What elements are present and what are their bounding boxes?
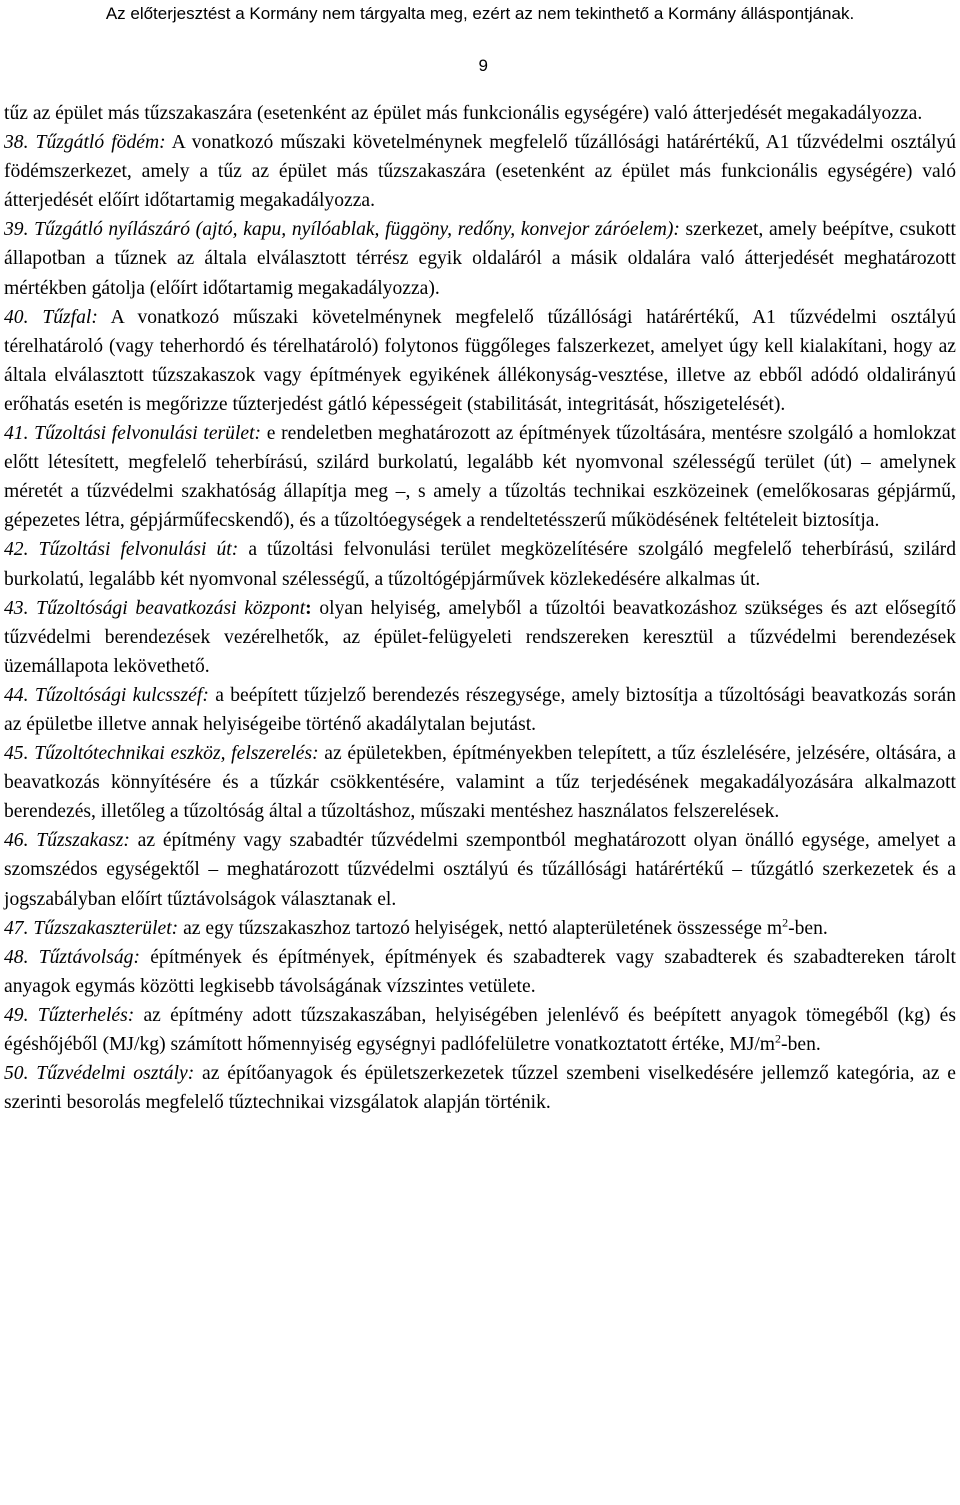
definition-term: Tűzszakasz: xyxy=(28,830,130,852)
definition-text: az építőanyagok és épületszerkezetek tűzzel szembeni viselkedésére jellemző kategória, az e szerinti besorolás megfelelő tűztechnikai vizsgálatok alapján történik. xyxy=(4,1063,956,1114)
definition-number: 47. xyxy=(4,917,29,939)
definition-text: A vonatkozó műszaki követelménynek megfelelő tűzállósági határértékű, A1 tűzvédelmi osztályú födémszerkezet, amely a tűz az épület más tűzszakaszára (esetenként az épület más funkcionális egységére) való átterjedését előírt időtartamig megakadályozza. xyxy=(4,132,956,212)
definition-term: Tűzgátló födém: xyxy=(28,132,166,154)
definition-text: A vonatkozó műszaki követelménynek megfelelő tűzállósági határértékű, A1 tűzvédelmi osztályú térelhatároló (vagy teherhordó és térelhatároló) folytonos függőleges falszerkezet, amelyet úgy kell kialakítani, hogy az általa elválasztott tűzszakaszok vagy építmények egyikének állékonyság-vesztése, illetve az ebből adódó oldalirányú erőhatás esetén is megőrizze tűzterjedést gátló képességeit (stabilitását, integritását, hőszigetelését). xyxy=(4,306,956,415)
definition-40 xyxy=(4,303,956,419)
definition-number: 43. xyxy=(4,597,29,619)
definition-tail: -ben. xyxy=(781,1034,821,1055)
definition-number: 38. xyxy=(4,132,29,154)
definition-50 xyxy=(4,1059,956,1117)
definition-text: a beépített tűzjelző berendezés részegysége, amely biztosítja a tűzoltósági beavatkozás során az épületbe illetve annak helyiségeibe történő akadálytalan bejutást. xyxy=(4,684,957,735)
definition-term: Tűztávolság: xyxy=(28,946,140,968)
definition-number: 49. xyxy=(4,1004,29,1026)
definition-number: 44. xyxy=(4,684,29,706)
definition-47 xyxy=(4,914,956,943)
definition-text: az épületekben, építményekben telepített, a tűz észlelésére, jelzésére, oltására, a beavatkozás könnyítésére és a tűzkár csökkentésére, valamint a tűz terjedésének megakadályozására alkalmazott berendezés, illetőleg a tűzoltóság által a tűzoltáshoz, műszaki mentéshez használatos felszerelések. xyxy=(4,743,956,823)
definition-text: e rendeletben meghatározott az építmények tűzoltására, mentésre szolgáló a homlokzat előtt létesített, megfelelő teherbírású, szilárd burkolatú, legalább két nyomvonal szélességű terület (út) – amelynek méretét a tűzvédelmi szakhatóság állapítja meg –, s amely a tűzoltás technikai eszközeinek (emelőkosaras gépjármű, gépezetes létra, gépjárműfecskendő), és a tűzoltóegységek a rendeltetésszerű működésének feltételeit biztosítja. xyxy=(4,423,956,532)
definition-number: 46. xyxy=(4,830,29,852)
definition-colon: : xyxy=(305,597,312,619)
definition-number: 48. xyxy=(4,946,29,968)
definition-term: Tűzoltási felvonulási út: xyxy=(28,539,239,561)
definition-term: Tűzszakaszterület: xyxy=(28,917,179,939)
definition-number: 45. xyxy=(4,743,29,765)
definition-term: Tűzterhelés: xyxy=(28,1004,135,1026)
definition-number: 42. xyxy=(4,539,29,561)
definition-term: Tűzoltótechnikai eszköz, felszerelés: xyxy=(28,743,319,765)
page-number: 9 xyxy=(478,56,488,75)
definition-number: 39. xyxy=(4,219,29,241)
definition-text: építmények és építmények, építmények és szabadterek vagy szabadterek és szabadtereken tárolt anyagok egymás közötti legkisebb távolságának vízszintes vetülete. xyxy=(4,946,957,997)
document-body xyxy=(4,99,956,1117)
definition-text: az építmény vagy szabadtér tűzvédelmi szempontból meghatározott olyan önálló egysége, amelyet a szomszédos egységektől – meghatározott tűzvédelmi osztályú és tűzállósági határértékű – tűzgátló szerkezetek és a jogszabályban előírt tűztávolságok választanak el. xyxy=(4,830,956,910)
definition-text: az építmény adott tűzszakaszában, helyiségében jelenlévő és beépített anyagok tömegéből (kg) és égéshőjéből (MJ/kg) számított hőmennyiség egységnyi padlófelületre vonatkoztatott értéke, MJ/m xyxy=(4,1004,956,1055)
definition-text: szerkezet, amely beépítve, csukott állapotban a tűznek az általa elválasztott térrész egyik oldaláról a másik oldalára való átterjedését meghatározott mértékben gátolja (előírt időtartamig megakadályozza). xyxy=(4,219,956,299)
definition-term: Tűzfal: xyxy=(28,306,98,328)
definition-49 xyxy=(4,1001,956,1059)
definition-44 xyxy=(4,681,956,739)
superscript: 2 xyxy=(775,1031,782,1046)
superscript: 2 xyxy=(782,915,789,930)
definition-text: olyan helyiség, amelyből a tűzoltói beavatkozáshoz szükséges és azt elősegítő tűzvédelmi berendezések vezérelhetők, az épület-felügyeleti rendszereken keresztül a tűzvédelmi berendezések üzemállapota lekövethető. xyxy=(4,597,956,677)
definition-46 xyxy=(4,826,956,913)
disclaimer-header: Az előterjesztést a Kormány nem tárgyalta meg, ezért az nem tekinthető a Kormány álláspontjának. xyxy=(105,4,855,23)
definition-term: Tűzvédelmi osztály: xyxy=(28,1063,195,1085)
definition-39 xyxy=(4,215,956,302)
paragraph-text: tűz az épület más tűzszakaszára (esetenként az épület más funkcionális egységére) való átterjedését megakadályozza. xyxy=(4,103,923,124)
definition-42 xyxy=(4,535,956,593)
definition-text: az egy tűzszakaszhoz tartozó helyiségek, nettó alapterületének összessége m xyxy=(178,917,783,939)
definition-38 xyxy=(4,128,956,215)
definition-tail: -ben. xyxy=(788,917,828,939)
definition-48 xyxy=(4,943,956,1001)
definition-number: 40. xyxy=(4,306,29,328)
definition-term: Tűzoltási felvonulási terület: xyxy=(28,423,262,445)
paragraph-continuation xyxy=(4,99,956,128)
definition-number: 50. xyxy=(4,1063,29,1085)
definition-41 xyxy=(4,419,956,535)
definition-number: 41. xyxy=(4,423,29,445)
definition-45 xyxy=(4,739,956,826)
definition-term: Tűzoltósági beavatkozási központ xyxy=(28,597,306,619)
definition-text: a tűzoltási felvonulási terület megközelítésére szolgáló megfelelő teherbírású, szilárd burkolatú, legalább két nyomvonal szélességű, a tűzoltógépjárművek közlekedésére alkalmas út. xyxy=(4,539,956,590)
definition-term: Tűzgátló nyílászáró (ajtó, kapu, nyílóablak, függöny, redőny, konvejor záróelem): xyxy=(28,219,680,241)
definition-term: Tűzoltósági kulcsszéf: xyxy=(28,684,209,706)
definition-43 xyxy=(4,594,956,681)
